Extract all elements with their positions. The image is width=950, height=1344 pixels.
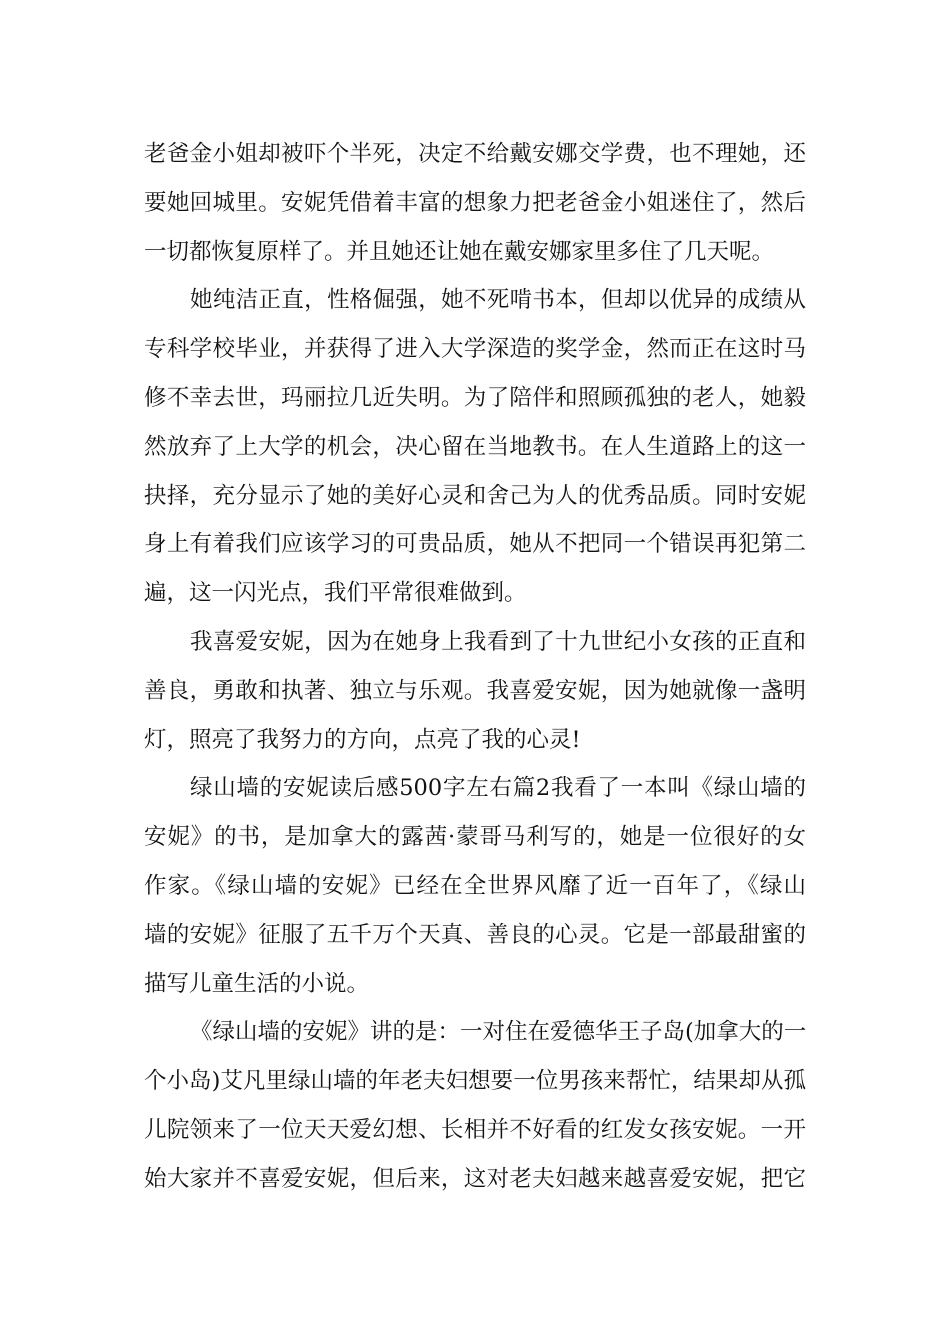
text-line: 安妮》的书，是加拿大的露茜·蒙哥马利写的，她是一位很好的女 [144, 824, 806, 851]
text-line: 要她回城里。安妮凭借着丰富的想象力把老爸金小姐迷住了，然后 [144, 189, 806, 216]
text-line: 灯，照亮了我努力的方向，点亮了我的心灵! [144, 726, 581, 753]
paragraph [144, 1008, 806, 1203]
text-line: 遍，这一闪光点，我们平常很难做到。 [144, 580, 527, 607]
text-line: 始大家并不喜爱安妮，但后来，这对老夫妇越来越喜爱安妮，把它 [144, 1165, 806, 1192]
text-line: 老爸金小姐却被吓个半死，决定不给戴安娜交学费，也不理她，还 [144, 141, 806, 167]
document-body [144, 130, 806, 1204]
text-line: 专科学校毕业，并获得了进入大学深造的奖学金，然而正在这时马 [144, 336, 806, 363]
paragraph [144, 276, 806, 618]
text-line: 身上有着我们应该学习的可贵品质，她从不把同一个错误再犯第二 [144, 531, 806, 558]
text-line: 善良，勇敢和执著、独立与乐观。我喜爱安妮，因为她就像一盏明 [144, 677, 806, 704]
text-line: 作家。《绿山墙的安妮》已经在全世界风靡了近一百年了，《绿山 [144, 872, 806, 899]
paragraph [144, 618, 806, 764]
text-line: 描写儿童生活的小说。 [144, 970, 370, 997]
paragraph [144, 130, 806, 276]
text-line: 墙的安妮》征服了五千万个天真、善良的心灵。它是一部最甜蜜的 [144, 921, 806, 948]
text-line: 抉择，充分显示了她的美好心灵和舍己为人的优秀品质。同时安妮 [144, 482, 806, 509]
text-line: 个小岛)艾凡里绿山墙的年老夫妇想要一位男孩来帮忙，结果却从孤 [144, 1068, 806, 1095]
paragraph [144, 764, 806, 1008]
text-line: 修不幸去世，玛丽拉几近失明。为了陪伴和照顾孤独的老人，她毅 [144, 384, 806, 411]
text-line: 她纯洁正直，性格倔强，她不死啃书本，但却以优异的成绩从 [190, 287, 806, 314]
text-line: 然放弃了上大学的机会，决心留在当地教书。在人生道路上的这一 [144, 433, 806, 460]
text-line: 《绿山墙的安妮》讲的是：一对住在爱德华王子岛(加拿大的一 [190, 1019, 807, 1046]
text-line: 我喜爱安妮，因为在她身上我看到了十九世纪小女孩的正直和 [190, 628, 806, 655]
text-line: 儿院领来了一位天天爱幻想、长相并不好看的红发女孩安妮。一开 [144, 1116, 806, 1143]
text-line: 绿山墙的安妮读后感500字左右篇2我看了一本叫《绿山墙的 [190, 775, 806, 802]
text-line: 一切都恢复原样了。并且她还让她在戴安娜家里多住了几天呢。 [144, 238, 775, 265]
